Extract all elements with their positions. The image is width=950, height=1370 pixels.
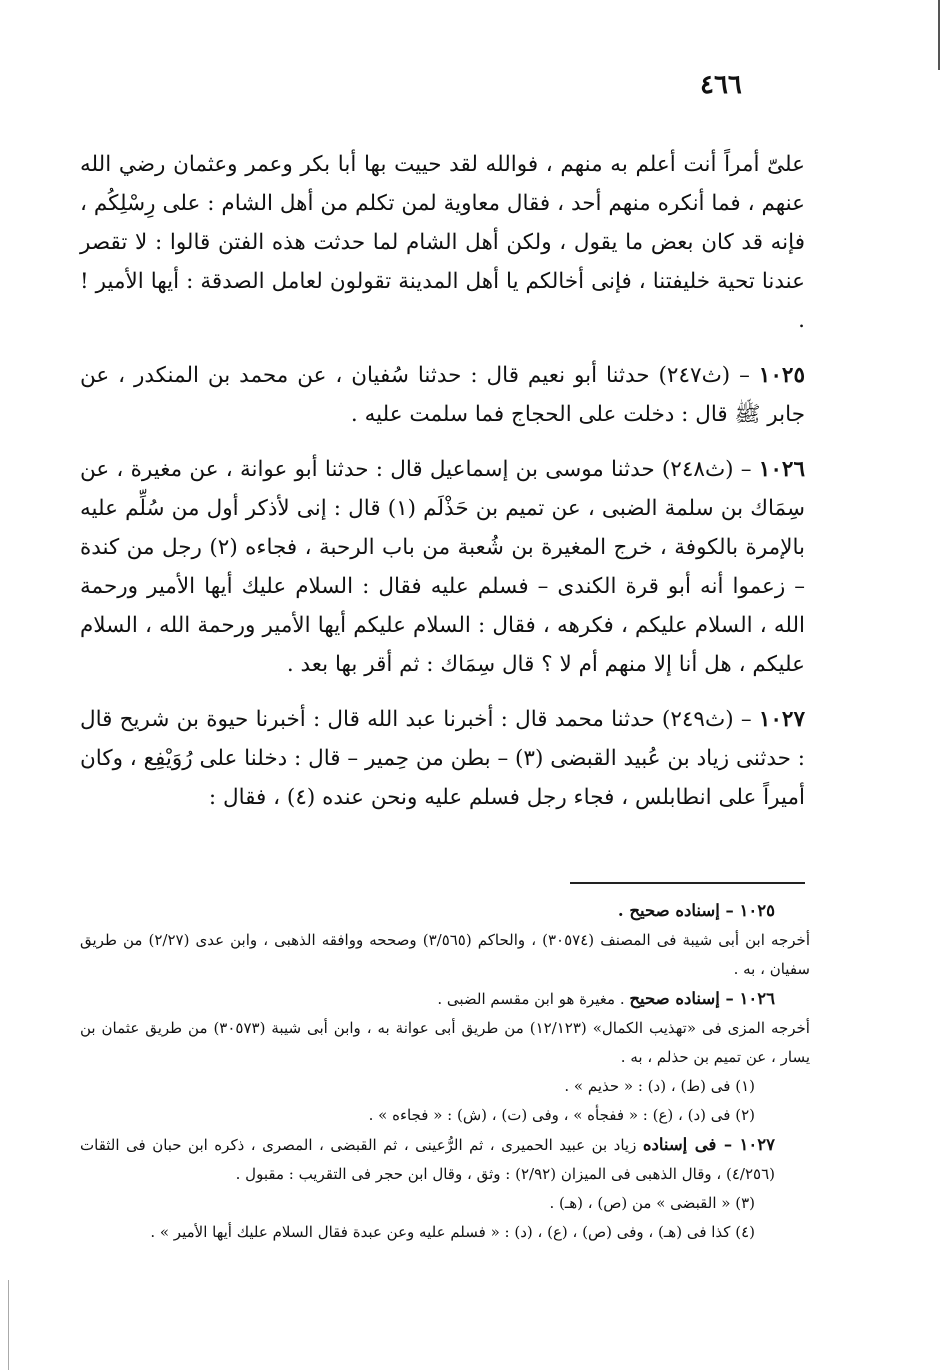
footnotes: [80, 896, 810, 1247]
hadith-text: – (ث٢٤٨) حدثنا موسى بن إسماعيل قال : حدثنا أبو عوانة ، عن مغيرة ، عن سِمَاك بن سلمة الضبى ، عن تميم بن حَذْلَم (١) قال : إنى لأذكر أول من سُلِّم عليه بالإمرة بالكوفة ، خرج المغيرة بن شُعبة من باب الرحبة ، فجاءه (٢) رجل من كندة – زعموا أنه أبو قرة الكندى – فسلم عليه فقال : السلام عليك أيها الأمير ورحمة الله ، السلام عليكم ، فكرهه ، فقال : السلام عليكم أيها الأمير ورحمة الله ، السلام عليكم ، هل أنا إلا منهم أم لا ؟ قال سِمَاك : ثم أقر بها بعد .: [80, 457, 805, 677]
footnote-1025-text: أخرجه ابن أبى شيبة فى المصنف (٣٠٥٧٤) ، والحاكم (٣/٥٦٥) وصححه ووافقه الذهبى ، وابن عدى (٢/٢٧) من طريق سفيان ، به .: [80, 931, 810, 978]
footnote-1025-head: ١٠٢٥ – إسناده صحيح .: [617, 901, 775, 920]
footnote-1026-text: أخرجه المزى فى «تهذيب الكمال» (١٢/١٢٣) من طريق أبى عوانة به ، وابن أبى شيبة (٣٠٥٧٣) من طريق عثمان بن يسار ، عن تميم بن حذلم ، به .: [80, 1019, 810, 1066]
footnote-note-4: (٤) كذا فى (هـ) ، وفى (ص) ، (ع) ، (د) : « فسلم عليه وعن عبدة فقال السلام عليك أيها الأمير » .: [150, 1223, 755, 1241]
hadith-number: ١٠٢٥: [758, 363, 805, 388]
footnote-divider: [570, 882, 805, 884]
footnote-1026-head: ١٠٢٦ – إسناده صحيح . مغيرة هو ابن مقسم الضبى .: [437, 989, 775, 1008]
scan-edge-mark: [938, 0, 940, 70]
footnote-1027: ١٠٢٧ – فى إسناده زياد بن عبيد الحميرى ، ثم الرُّعينى ، ثم القبضى ، المصرى ، ذكره ابن حبان فى الثقات (٤/٢٥٦) ، وقال الذهبى فى الميزان (٢/٩٢) : وثق ، وقال ابن حجر فى التقريب : مقبول .: [80, 1135, 775, 1183]
hadith-text: – (ث٢٤٧) حدثنا أبو نعيم قال : حدثنا سُفيان ، عن محمد بن المنكدر ، عن جابر ﷺ قال : دخلت على الحجاج فما سلمت عليه .: [80, 363, 805, 427]
hadith-number: ١٠٢٦: [758, 457, 805, 482]
page-number: ٤٦٦: [700, 70, 742, 100]
footnote-note-1: (١) فى (ط) ، (د) : « حذيم » .: [564, 1077, 755, 1095]
footnote-note-2: (٢) فى (د) ، (ع) : « ففجأه » ، وفى (ت) ، (ش) : « فجاءه » .: [368, 1106, 755, 1124]
hadith-1026: [80, 450, 805, 684]
paragraph-continuation: علىّ أمراً أنت أعلم به منهم ، فوالله لقد حييت بها أبا بكر وعمر وعثمان رضي الله عنهم ، فما أنكره منهم أحد ، فقال معاوية لمن تكلم من أهل الشام : على رِسْلِكُم ، فإنه قد كان بعض ما يقول ، ولكن أهل الشام لما حدثت هذه الفتن قالوا : لا تقصر عندنا تحية خليفتنا ، فإنى أخالكم يا أهل المدينة تقولون لعامل الصدقة : أيها الأمير ! .: [80, 152, 805, 333]
hadith-text: – (ث٢٤٩) حدثنا محمد قال : أخبرنا عبد الله قال : أخبرنا حيوة بن شريح قال : حدثنى زياد بن عُبيد القبضى (٣) – بطن من حِمير – قال : دخلنا على رُوَيْفِع ، وكان أميراً على انطابلس ، فجاء رجل فسلم عليه ونحن عنده (٤) ، فقال :: [80, 707, 805, 810]
hadith-1025: [80, 356, 805, 434]
main-text: [80, 145, 805, 833]
hadith-1027: [80, 700, 805, 817]
footnote-note-3: (٣) « القبضى » من (ص) ، (هـ) .: [549, 1194, 755, 1212]
hadith-number: ١٠٢٧: [758, 707, 806, 732]
scan-edge-mark: [8, 1280, 9, 1370]
